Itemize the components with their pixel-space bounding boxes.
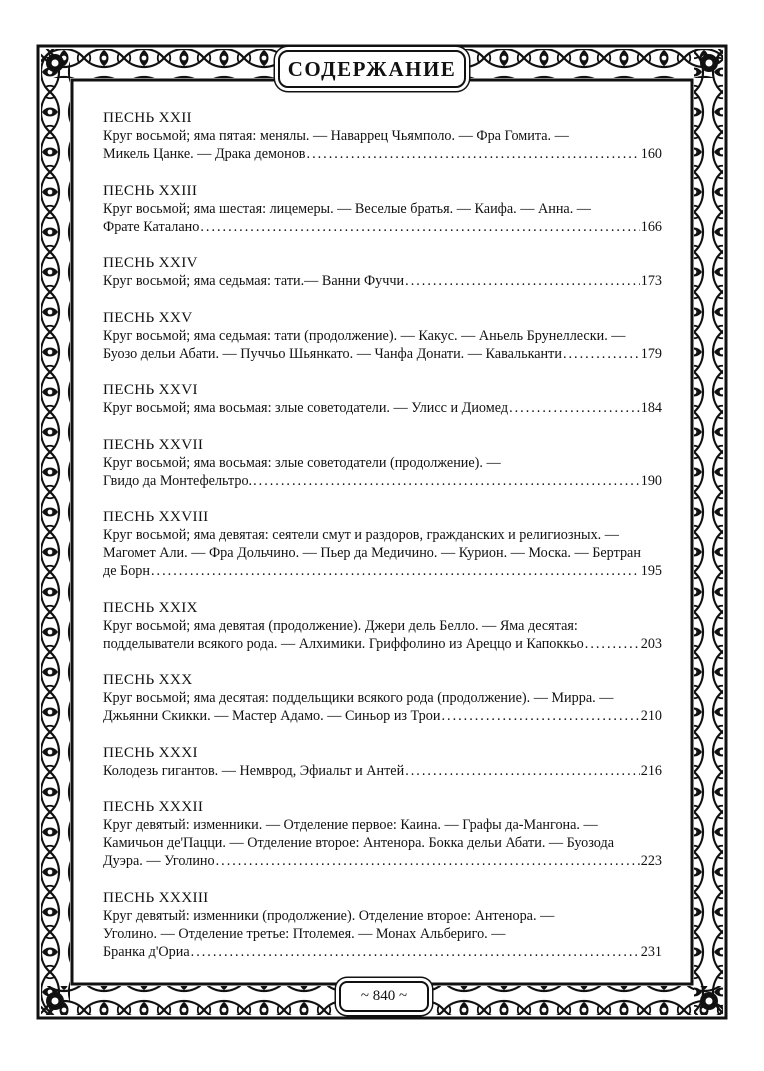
entry-last-line xyxy=(103,145,662,163)
page-number: 166 xyxy=(640,218,662,235)
toc-entry xyxy=(103,309,662,363)
page-number: 190 xyxy=(640,472,662,489)
canto-heading: ПЕСНЬ XXIII xyxy=(103,181,198,199)
dot-leader xyxy=(509,399,640,417)
page-number: 173 xyxy=(640,273,662,289)
entry-text-line: Круг девятый: изменники (продолжение). Отделение второе: Антенора. — xyxy=(103,907,555,924)
entry-text-line: Микель Цанке. — Драка демонов xyxy=(103,146,306,162)
toc-entry xyxy=(103,671,662,725)
toc-entry xyxy=(103,508,662,580)
dot-leader xyxy=(151,562,640,580)
canto-heading: ПЕСНЬ XXVII xyxy=(103,435,204,453)
entry-last-line xyxy=(103,562,662,580)
page-number: 179 xyxy=(640,345,662,362)
table-of-contents xyxy=(103,109,662,979)
dot-leader xyxy=(216,852,640,870)
dot-leader xyxy=(191,943,640,961)
page-number: 210 xyxy=(640,708,662,724)
canto-heading: ПЕСНЬ XXII xyxy=(103,109,192,126)
entry-last-line xyxy=(103,943,662,961)
entry-last-line xyxy=(103,852,662,870)
entry-text-line: Гвидо да Монтефельтро. xyxy=(103,472,253,489)
entry-text-line: Колодезь гигантов. — Немврод, Эфиальт и Антей xyxy=(103,762,405,779)
entry-text-line: Джьянни Скикки. — Мастер Адамо. — Синьор из Трои xyxy=(103,708,441,724)
entry-text-line: Буозо дельи Абати. — Пуччьо Шьянкато. — Чанфа Донати. — Кавальканти xyxy=(103,345,562,362)
dot-leader xyxy=(441,707,639,725)
footer-page-number: ~ 840 ~ xyxy=(360,988,408,1004)
toc-entry xyxy=(103,744,662,780)
canto-heading: ПЕСНЬ XXVIII xyxy=(103,508,209,525)
entry-text-line: Круг восьмой; яма пятая: менялы. — Наваррец Чьямполо. — Фра Гомита. — xyxy=(103,128,569,144)
canto-heading: ПЕСНЬ XXXII xyxy=(103,798,204,815)
page-number: 216 xyxy=(640,762,662,779)
page-number-plate xyxy=(339,981,429,1012)
entry-text-line: Круг восьмой; яма седьмая: тати.— Ванни Фуччи xyxy=(103,273,405,289)
toc-entry xyxy=(103,109,662,163)
entry-last-line xyxy=(103,345,662,363)
page-title: СОДЕРЖАНИЕ xyxy=(287,56,457,81)
title-plate xyxy=(278,50,466,88)
page-number: 223 xyxy=(640,853,662,869)
toc-entry xyxy=(103,381,662,417)
entry-last-line xyxy=(103,635,662,653)
page-number: 184 xyxy=(640,400,662,416)
entry-last-line xyxy=(103,707,662,725)
entry-text-line: Круг восьмой; яма седьмая: тати (продолжение). — Какус. — Аньель Брунеллески. — xyxy=(103,327,626,344)
entry-text-line: Камичьон де'Пацци. — Отделение второе: Антенора. Бокка дельи Абати. — Буозода xyxy=(103,835,614,851)
page-number: 203 xyxy=(640,635,662,652)
entry-text-line: Магомет Али. — Фра Дольчино. — Пьер да Медичино. — Курион. — Моска. — Бертран xyxy=(103,545,641,561)
dot-leader xyxy=(253,472,640,490)
entry-text-line: Дуэра. — Уголино xyxy=(103,853,215,869)
toc-entry xyxy=(103,599,662,653)
dot-leader xyxy=(200,218,639,236)
entry-text-line: Круг девятый: изменники. — Отделение первое: Каина. — Графы да-Мангона. — xyxy=(103,817,598,833)
entry-text-line: Круг восьмой; яма десятая: поддельщики всякого рода (продолжение). — Мирра. — xyxy=(103,690,614,706)
entry-last-line xyxy=(103,762,662,780)
canto-heading: ПЕСНЬ XXIX xyxy=(103,598,198,616)
entry-text-line: Бранка д'Ориа xyxy=(103,943,190,960)
page-number: 195 xyxy=(640,563,662,579)
dot-leader xyxy=(585,635,640,653)
dot-leader xyxy=(405,762,640,780)
canto-heading: ПЕСНЬ XXXI xyxy=(103,743,198,761)
canto-heading: ПЕСНЬ XXIV xyxy=(103,254,198,271)
entry-text-line: Фрате Каталано xyxy=(103,218,200,235)
entry-text-line: Круг восьмой; яма восьмая: злые советодатели (продолжение). — xyxy=(103,454,501,471)
dot-leader xyxy=(307,145,640,163)
canto-heading: ПЕСНЬ XXVI xyxy=(103,381,198,398)
entry-text-line: Уголино. — Отделение третье: Птолемея. — Монах Альбериго. — xyxy=(103,925,506,942)
entry-last-line xyxy=(103,472,662,490)
entry-last-line xyxy=(103,399,662,417)
entry-text-line: Круг восьмой; яма девятая (продолжение). Джери дель Белло. — Яма десятая: xyxy=(103,617,578,634)
page-number: 160 xyxy=(640,146,662,162)
entry-text-line: Круг восьмой; яма шестая: лицемеры. — Веселые братья. — Каифа. — Анна. — xyxy=(103,200,591,217)
toc-entry xyxy=(103,798,662,870)
page-number: 231 xyxy=(640,943,662,960)
entry-text-line: подделыватели всякого рода. — Алхимики. Гриффолино из Ареццо и Капоккьо xyxy=(103,635,584,652)
canto-heading: ПЕСНЬ XXV xyxy=(103,308,193,326)
entry-last-line xyxy=(103,272,662,290)
canto-heading: ПЕСНЬ XXX xyxy=(103,671,193,688)
toc-entry xyxy=(103,182,662,236)
dot-leader xyxy=(563,345,640,363)
toc-entry xyxy=(103,889,662,961)
entry-text-line: Круг восьмой; яма девятая: сеятели смут и раздоров, гражданских и религиозных. — xyxy=(103,527,619,543)
dot-leader xyxy=(405,272,640,290)
toc-entry xyxy=(103,436,662,490)
entry-text-line: де Борн xyxy=(103,563,150,579)
entry-last-line xyxy=(103,218,662,236)
canto-heading: ПЕСНЬ XXXIII xyxy=(103,888,209,906)
entry-text-line: Круг восьмой; яма восьмая: злые советодатели. — Улисс и Диомед xyxy=(103,400,509,416)
toc-entry xyxy=(103,254,662,290)
